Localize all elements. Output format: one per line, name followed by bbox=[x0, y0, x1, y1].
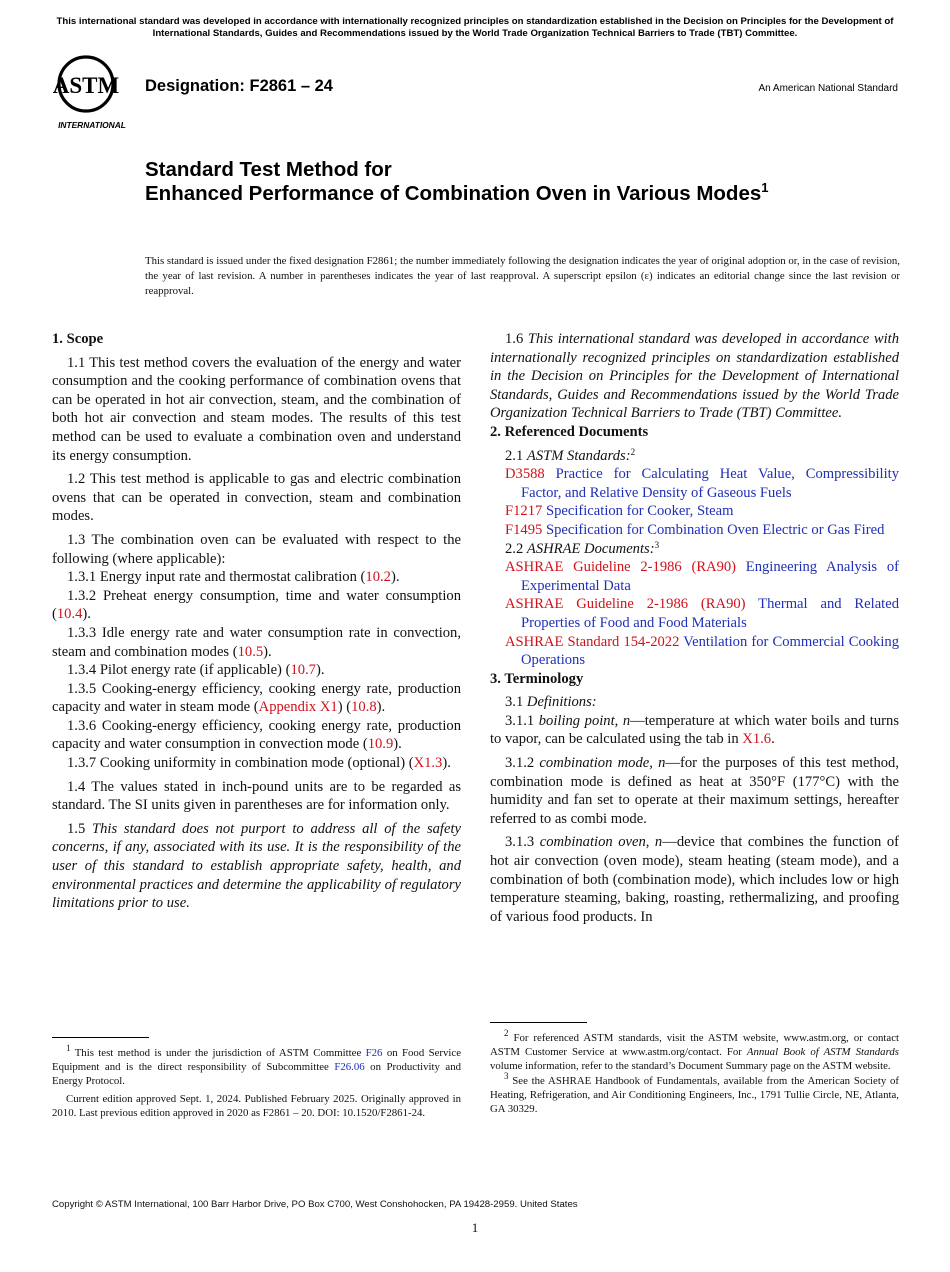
link-10-4[interactable]: 10.4 bbox=[56, 606, 83, 623]
item-1-3-6: 1.3.6 Cooking-energy efficiency, cooking energy rate, production capacity and water consumption in convection mode (10.9). bbox=[52, 717, 461, 753]
item-1-3-5: 1.3.5 Cooking-energy efficiency, cooking energy rate, production capacity and water in steam mode (Appendix X1) (10.8). bbox=[52, 680, 461, 716]
link-f26[interactable]: F26 bbox=[365, 1047, 383, 1059]
footnotes-left bbox=[52, 1043, 461, 1120]
term-3-1-3: 3.1.3 combination oven, n—device that combines the function of hot air convection (oven mode), steam heating (steam mode), and a combination of both (combination mode), which includes low or high temperature steaming, baking, roasting, rethermalizing, and proofing of various food products. In bbox=[490, 834, 899, 925]
footnote-rule-left bbox=[52, 1037, 149, 1038]
item-1-3-4: 1.3.4 Pilot energy rate (if applicable) (10.7). bbox=[67, 662, 325, 679]
section-2-1: 2.1 ASTM Standards:$^2$ bbox=[505, 446, 636, 464]
term-3-1-2: 3.1.2 combination mode, n—for the purposes of this test method, combination mode is defined as heat at 350°F (177°C) with the humidity and fan set to operate at their maximum settings, hereafter referred to as combi mode. bbox=[490, 755, 899, 827]
section-2-2: 2.2 ASHRAE Documents:$^3$ bbox=[505, 539, 660, 557]
para-1-4: 1.4 The values stated in inch-pound units are to be regarded as standard. The SI units given in parentheses are for information only. bbox=[52, 778, 461, 814]
item-1-3-7: 1.3.7 Cooking uniformity in combination mode (optional) (X1.3). bbox=[67, 755, 451, 772]
footnote-mark-3[interactable]: 3 bbox=[654, 539, 660, 550]
link-10-5[interactable]: 10.5 bbox=[237, 643, 264, 660]
page-number: 1 bbox=[471, 1220, 479, 1235]
page-title bbox=[145, 158, 845, 206]
left-column bbox=[52, 330, 461, 913]
item-1-3-3: 1.3.3 Idle energy rate and water consumption rate in convection, steam and combination modes (10.5). bbox=[52, 624, 461, 660]
footnotes-right bbox=[490, 1028, 899, 1116]
item-1-3-1: 1.3.1 Energy input rate and thermostat calibration (10.2). bbox=[67, 569, 400, 586]
link-f26-06[interactable]: F26.06 bbox=[334, 1061, 365, 1074]
link-10-9[interactable]: 10.9 bbox=[367, 736, 394, 753]
link-x1-6[interactable]: X1.6 bbox=[742, 731, 772, 748]
para-1-6: 1.6 This international standard was developed in accordance with internationally recognized principles on standardization established in the Decision on Principles for the Development of International Standards, Guides and Recommendations issued by the World Trade Organization Technical Barriers to Trade (TBT) Committee. bbox=[490, 331, 900, 422]
copyright-footer: Copyright © ASTM International, 100 Barr Harbor Drive, PO Box C700, West Conshohocken, PA 19428-2959. United States bbox=[52, 1199, 578, 1210]
logo-text: ASTM bbox=[52, 73, 120, 98]
top-notice: This international standard was developed in accordance with internationally recognized principles on standardization established in the Decision on Principles for the Development of International Standards, Guides and Recommendations issued by the World Trade Organization Technical Barriers to Trade (TBT) Committee. bbox=[56, 16, 894, 39]
footnote-3: $^3$ See the ASHRAE Handbook of Fundamentals, available from the American Society of Heating, Refrigeration, and Air Conditioning Engineers, Inc., 1791 Tullie Circle, NE, Atlanta, GA 30329. bbox=[490, 1070, 899, 1116]
section-3-1: 3.1 Definitions: bbox=[505, 694, 597, 711]
terminology-heading: 3. Terminology bbox=[490, 670, 584, 687]
ref-f1217[interactable]: F1217 Specification for Cooker, Steam bbox=[505, 503, 734, 520]
ref-ashrae-guideline-2[interactable]: ASHRAE Guideline 2-1986 (RA90) Thermal and Related Properties of Food and Food Materials bbox=[505, 596, 900, 631]
ref-f1495[interactable]: F1495 Specification for Combination Oven Electric or Gas Fired bbox=[505, 521, 885, 538]
footnote-mark-2[interactable]: 2 bbox=[630, 446, 636, 457]
para-1-5: 1.5 This standard does not purport to address all of the safety concerns, if any, associated with its use. It is the responsibility of the user of this standard to establish appropriate safety, health, and environmental practices and determine the applicability of regulatory limitations prior to use. bbox=[52, 820, 461, 912]
ref-ashrae-standard-154[interactable]: ASHRAE Standard 154-2022 Ventilation for Commercial Cooking Operations bbox=[505, 633, 899, 669]
link-10-2[interactable]: 10.2 bbox=[365, 569, 391, 586]
footnote-1-edition: Current edition approved Sept. 1, 2024. Published February 2025. Originally approved in 2010. Last previous edition approved in 2020 as F2861 – 20. DOI: 10.1520/F2861-24. bbox=[52, 1092, 461, 1119]
para-1-2: 1.2 This test method is applicable to gas and electric combination ovens that can be operated in convection, steam and combination modes. bbox=[52, 471, 461, 525]
issued-note: This standard is issued under the fixed designation F2861; the number immediately following the designation indicates the year of original adoption or, in the case of revision, the year of last revision. A number in parentheses indicates the year of last reapproval. A superscript epsilon (ε) indicates an editorial change since the last revision or reapproval. bbox=[145, 255, 900, 297]
link-appendix-x1[interactable]: Appendix X1 bbox=[258, 699, 338, 716]
american-national-standard: An American National Standard bbox=[758, 83, 898, 94]
link-10-7[interactable]: 10.7 bbox=[290, 662, 316, 679]
link-10-8[interactable]: 10.8 bbox=[351, 699, 377, 716]
designation: Designation: F2861 – 24 bbox=[145, 77, 333, 95]
right-column bbox=[490, 330, 899, 926]
term-3-1-1: 3.1.1 boiling point, n—temperature at which water boils and turns to vapor, can be calculated using the tab in X1.6. bbox=[490, 712, 899, 748]
refdocs-heading: 2. Referenced Documents bbox=[490, 423, 649, 440]
logo-subtext: INTERNATIONAL bbox=[58, 120, 126, 130]
para-1-3: 1.3 The combination oven can be evaluated with respect to the following (where applicable): bbox=[52, 531, 461, 567]
item-1-3-2: 1.3.2 Preheat energy consumption, time and water consumption (10.4). bbox=[52, 587, 461, 623]
ref-ashrae-guideline-1[interactable]: ASHRAE Guideline 2-1986 (RA90) Engineering Analysis of Experimental Data bbox=[505, 559, 899, 594]
footnote-rule-right bbox=[490, 1022, 587, 1023]
ref-d3588[interactable]: D3588 Practice for Calculating Heat Value, Compressibility Factor, and Relative Density of Gaseous Fuels bbox=[505, 466, 899, 501]
astm-logo bbox=[52, 54, 136, 132]
para-1-1: 1.1 This test method covers the evaluation of the energy and water consumption and the cooking performance of combination ovens that can be operated in hot air convection, steam, and the combination of both hot air convection and steam modes. The results of this test method can be used to evaluate a combination oven and understand its energy consumption. bbox=[52, 354, 461, 464]
title-line-1: Standard Test Method for bbox=[145, 158, 392, 181]
scope-heading: 1. Scope bbox=[52, 331, 104, 347]
title-line-2: Enhanced Performance of Combination Oven in Various Modes$^1$ bbox=[145, 180, 769, 205]
footnote-1: $^1$ This test method is under the jurisdiction of ASTM Committee F26 on Food Service Equipment and is the direct responsibility of Subcommittee F26.06 on Productivity and Energy Protocol. bbox=[52, 1043, 461, 1088]
link-x1-3[interactable]: X1.3 bbox=[413, 755, 443, 772]
title-footnote-mark[interactable]: 1 bbox=[761, 180, 769, 195]
footnote-2: $^2$ For referenced ASTM standards, visit the ASTM website, www.astm.org, or contact ASTM Customer Service at www.astm.org/contact. For Annual Book of ASTM Standards volume information, refer to the standard’s Document Summary page on the ASTM website. bbox=[490, 1028, 899, 1073]
